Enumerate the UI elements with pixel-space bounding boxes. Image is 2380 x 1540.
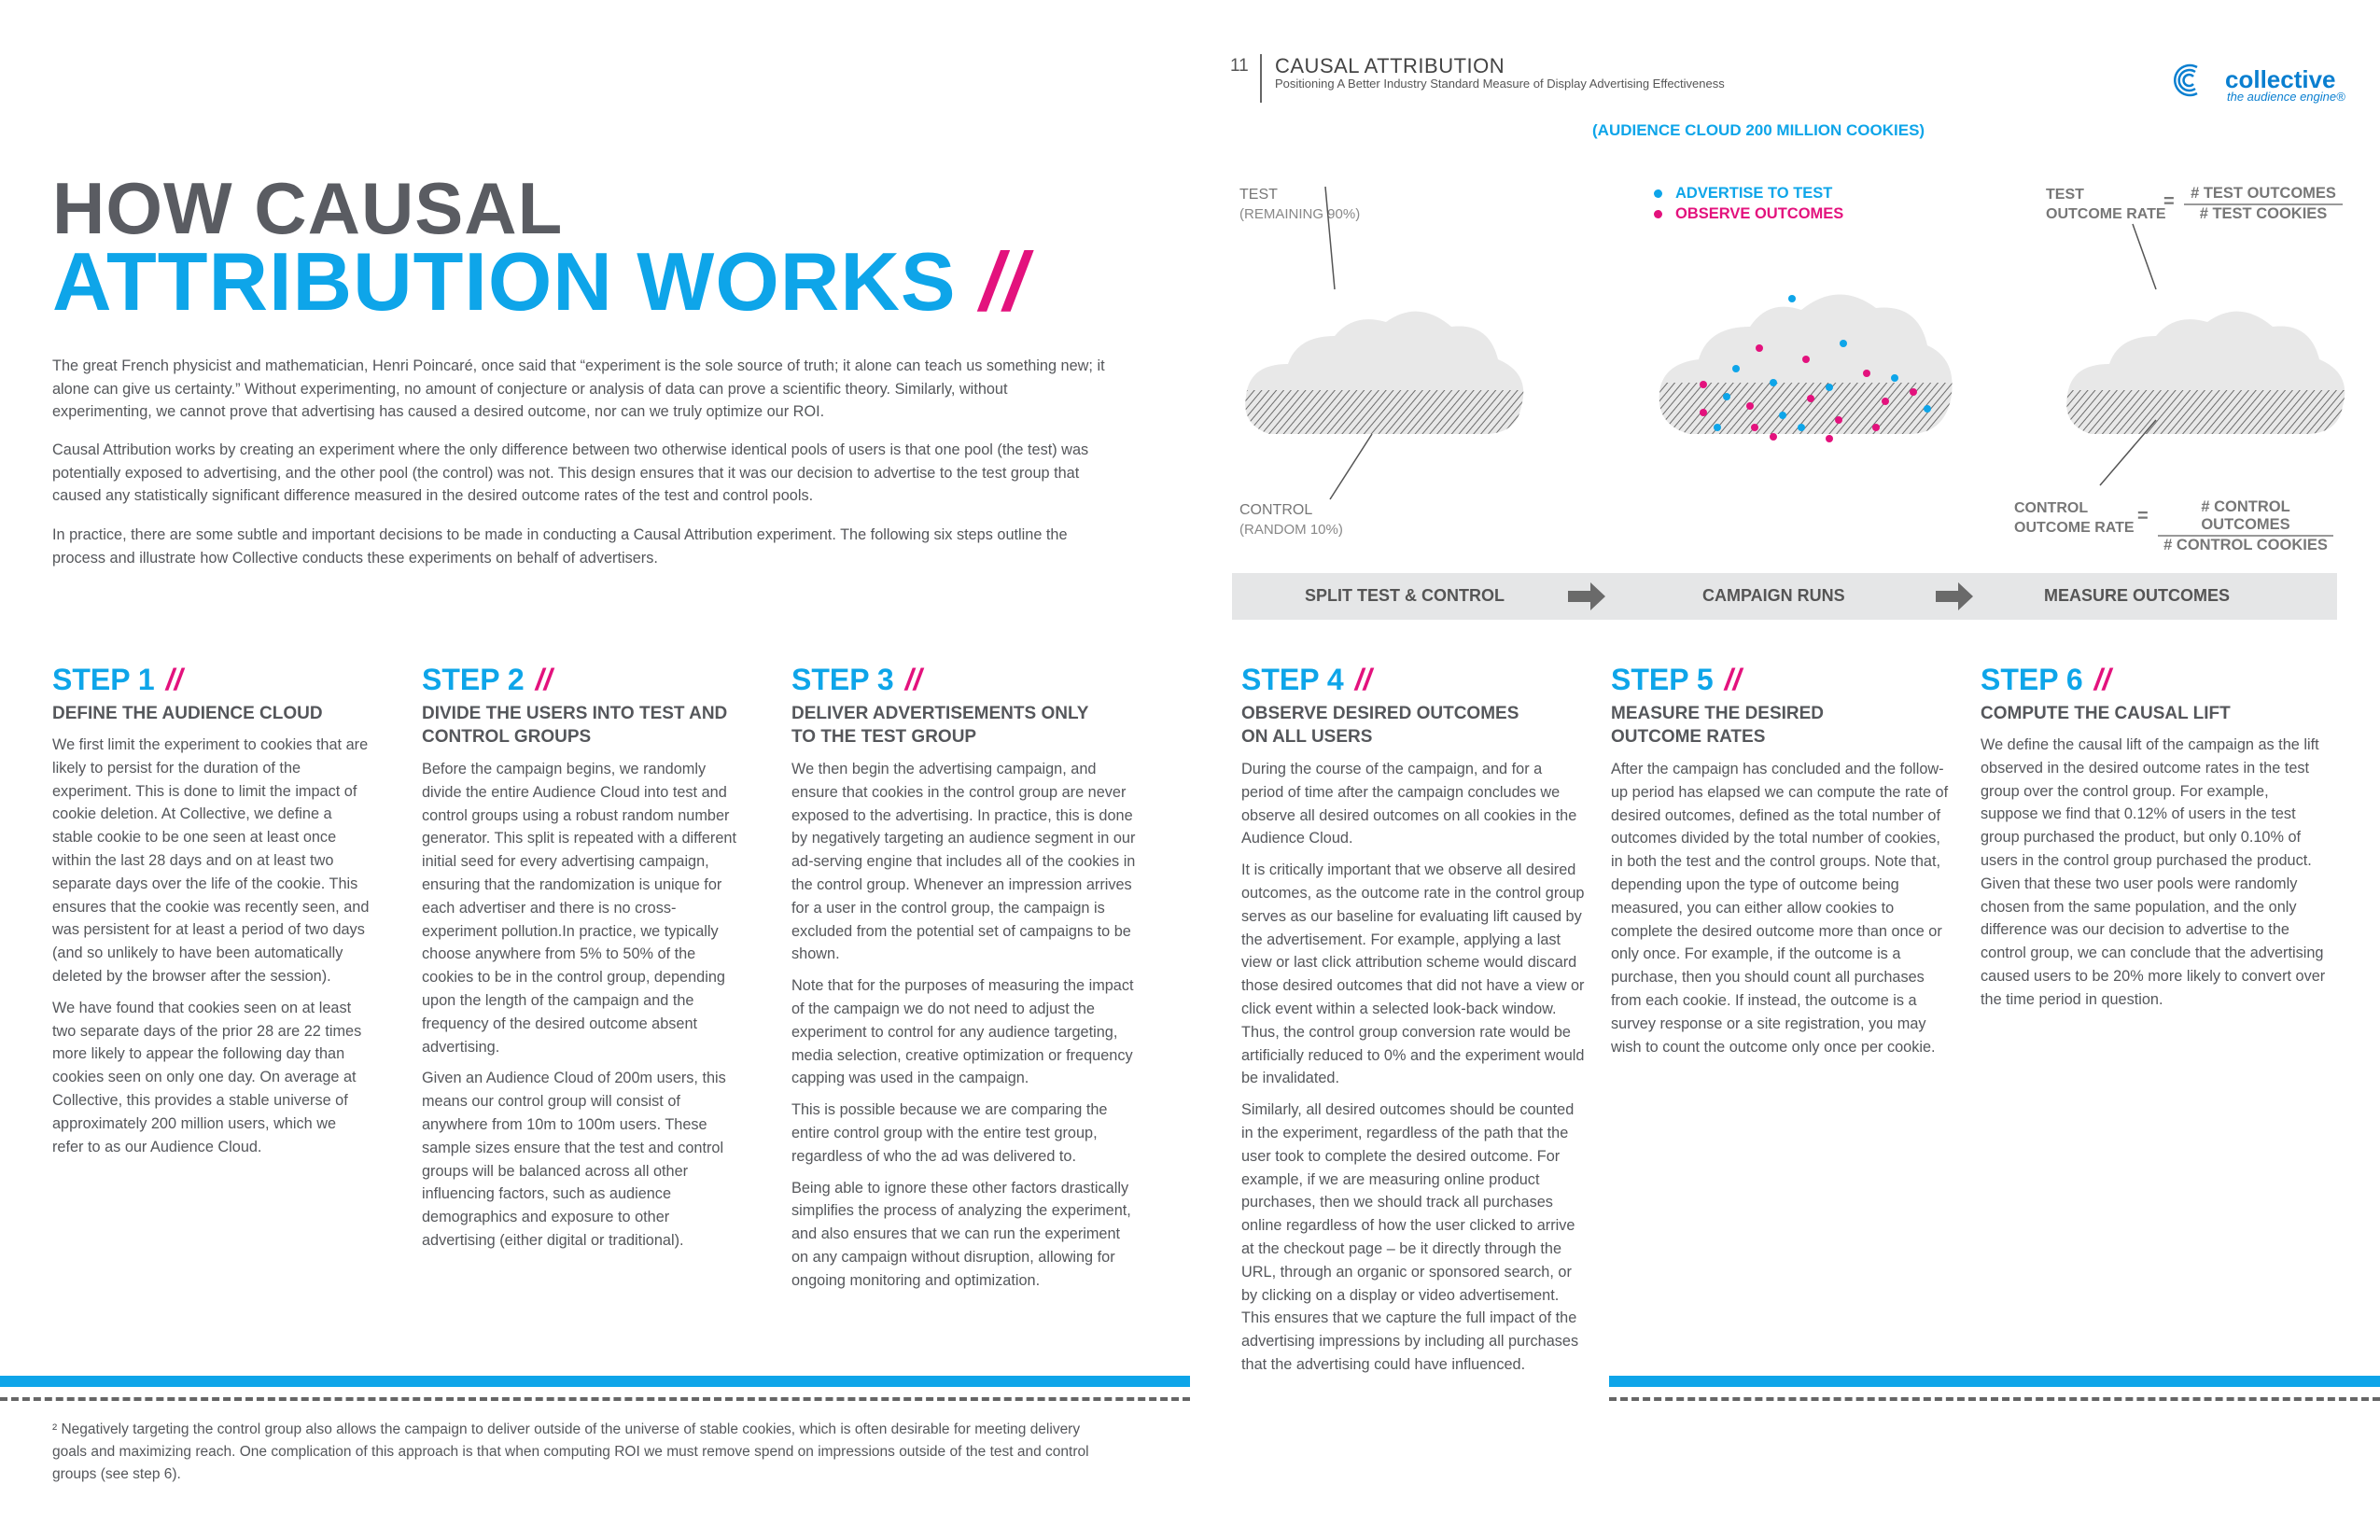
page-number: 11 [1230, 56, 1249, 76]
footnote: ² Negatively targeting the control group also allows the campaign to deliver outside of the universe of stable cookies, which is often desirable for meeting delivery goals and maximizing reach. One complication of this approach is that when computing ROI we must remove spend on impressions outside of the test and control groups (see step 6). [52, 1421, 1089, 1482]
intro-paragraph-3: In practice, there are some subtle and important decisions to be made in conducting a Causal Attribution experiment. The following six steps outline the process and illustrate how Collective conducts these experiments on behalf of advertisers. [52, 526, 1068, 567]
control-equals: = [2137, 506, 2149, 526]
step-3-body: We then begin the advertising campaign, and ensure that cookies in the control group are never exposed to the advertising. In practice, this is done by negatively targeting an audience segment in our ad-serving engine that includes all of the cookies in the control group. Whenever an impression arrives for a user in the control group, the campaign is excluded from the potential set of campaigns to be shown. Note that for the purposes of measuring the impact of the campaign we do not need to adjust the experiment to control for any audience targeting, media selection, creative optimization or frequency capping was used in the campaign. This is possible because we are comparing the entire control group with the entire test group, regardless of who the ad was delivered to. Being able to ignore these other factors drastically simplifies the process of analyzing the experiment, and also ensures that we can run the experiment on any campaign without disruption, allowing for ongoing monitoring and optimization. [791, 761, 1136, 1289]
cloud-split-icon [1232, 312, 1540, 446]
right-arrow-icon [1568, 581, 1607, 612]
control-leader-line [1330, 434, 1372, 499]
step-5-body: After the campaign has concluded and the follow-up period has elapsed we can compute the rate of desired outcomes, defined as the total number of outcomes divided by the total number of cookies, in both the test and the control groups. Note that, depending upon the type of outcome being measured, you can either allow cookies to complete the desired outcome more than once or only once. For example, if the outcome is a purchase, then you should count all purchases from each cookie. If instead, the outcome is a survey response or a site registration, you may wish to count the outcome only once per cookie. [1611, 761, 1949, 1056]
test-equals: = [2163, 191, 2175, 212]
step-5-subtitle: MEASURE THE DESIRED OUTCOME RATES [1611, 704, 1825, 747]
step-2-body: Before the campaign begins, we randomly divide the entire Audience Cloud into test and control groups using a robust random number generator. This split is repeated with a different initial seed for every advertising campaign, ensuring that the randomization is unique for each advertiser and there is no cross-experiment pollution.In practice, we typically choose anywhere from 5% to 50% of the cookies to be in the control group, depending upon the length of the campaign and the frequency of the desired outcome absent advertising. Given an Audience Cloud of 200m users, this means our control group will consist of anywhere from 10m to 100m users. These sample sizes ensure that the test and control groups will be balanced across all other influencing factors, such as audience demographics and exposure to other advertising (either digital or traditional). [422, 761, 736, 1249]
legend-observe: OBSERVE OUTCOMES [1654, 203, 1843, 224]
logo-tagline: the audience engine® [2227, 90, 2345, 104]
test-fraction: # TEST OUTCOMES # TEST COOKIES [2184, 185, 2343, 223]
test-leader-line [1325, 187, 1335, 289]
process-step-split: SPLIT TEST & CONTROL [1305, 586, 1505, 605]
step-3-subtitle: DELIVER ADVERTISEMENTS ONLY TO THE TEST GROUP [791, 704, 1089, 747]
step-6-heading: STEP 6 // [1981, 663, 2111, 696]
step-4-subtitle: OBSERVE DESIRED OUTCOMES ON ALL USERS [1241, 704, 1519, 747]
control-label: CONTROL (RANDOM 10%) [1239, 502, 1343, 538]
audience-cloud-label: (AUDIENCE CLOUD 200 MILLION COOKIES) [1592, 121, 1925, 139]
step-1-body: We first limit the experiment to cookies that are likely to persist for the duration of the experiment. This is done to limit the impact of cookie deletion. At Collective, we define a stable cookie to be one seen at least once within the last 28 days and on at least two separate days over the life of the cookie. This ensures that the cookie was recently seen, and was persistent for at least a period of two days (and so unlikely to have been automatically deleted by the browser after the session). We have found that cookies seen on at least two separate days of the prior 28 are 22 times more likely to appear the following day than cookies seen on only one day. On average at Collective, this provides a stable universe of approximately 200 million users, which we refer to as our Audience Cloud. [52, 736, 370, 1155]
test-label: TEST (REMAINING 90%) [1239, 187, 1361, 222]
cloud-measure-icon [2053, 312, 2352, 446]
right-blue-rule [1609, 1376, 2380, 1387]
right-dashed-rule [1609, 1397, 2380, 1401]
header-subtitle: Positioning A Better Industry Standard Measure of Display Advertising Effectiveness [1275, 77, 1725, 91]
page-title-text: ATTRIBUTION WORKS [52, 235, 957, 328]
page-title-line2 [52, 235, 1028, 328]
step-6-body: We define the causal lift of the campaign as the lift observed in the desired outcome rates in the test group over the control group. For example, suppose we find that 0.12% of users in the test group purchased the product, but only 0.10% of users in the control group purchased the product. Given that these two user pools were randomly chosen from the same population, and the only difference was our decision to advertise to the control group, we can conclude that the advertising caused users to be 20% more likely to convert over the time period in question. [1981, 736, 2326, 1008]
step-1-subtitle: DEFINE THE AUDIENCE CLOUD [52, 704, 323, 723]
legend-advertise: ADVERTISE TO TEST [1654, 183, 1843, 203]
step-6-subtitle: COMPUTE THE CAUSAL LIFT [1981, 704, 2231, 723]
page-title-line1: HOW CAUSAL [52, 167, 564, 249]
intro-paragraph-1: The great French physicist and mathematician, Henri Poincaré, once said that “experiment is the sole source of truth; it alone can teach us something new; it alone can give us certainty.” Without experimenting, no amount of conjecture or analysis of data can prove a scientific theory. Similarly, without experimenting, we cannot prove that advertising has caused a desired outcome, nor can we truly optimize our ROI. [52, 357, 1105, 420]
step-4-heading: STEP 4 // [1241, 663, 1372, 696]
header-divider [1260, 54, 1262, 103]
left-blue-rule [0, 1376, 1190, 1387]
cloud-campaign-icon [1643, 294, 1960, 442]
title-slash-mark: // [980, 235, 1028, 328]
left-dashed-rule [0, 1397, 1190, 1401]
process-step-campaign: CAMPAIGN RUNS [1702, 586, 1845, 605]
control-fraction: # CONTROL OUTCOMES # CONTROL COOKIES [2158, 498, 2333, 554]
step-5-heading: STEP 5 // [1611, 663, 1742, 696]
step-4-body: During the course of the campaign, and for a period of time after the campaign concludes we observe all desired outcomes on all cookies in the Audience Cloud. It is critically important that we observe all desired outcomes, as the outcome rate in the control group serves as our baseline for evaluating lift caused by the advertisement. For example, applying a last view or last click attribution scheme would discard those desired outcomes that did not have a view or click event within a selected look-back window. Thus, the control group conversion rate would be artificially reduced to 0% and the experiment would be invalidated. Similarly, all desired outcomes should be counted in the experiment, regardless of the path that the user took to complete the desired outcome. For example, if we are measuring online product purchases, then we should track all purchases online regardless of how the user clicked to arrive at the checkout page – be it directly through the URL, through an organic or sponsored search, or by clicking on a display or video advertisement. This ensures that we capture the full impact of the advertising impressions by including all purchases that the advertising could have influenced. [1241, 761, 1585, 1373]
test-rate-label: TEST OUTCOME RATE [2046, 187, 2166, 222]
test-rate-leader-line [2133, 224, 2156, 289]
step-2-subtitle: DIVIDE THE USERS INTO TEST AND CONTROL GROUPS [422, 704, 728, 747]
header-title: CAUSAL ATTRIBUTION [1275, 54, 1505, 77]
collective-logo-icon [2163, 60, 2223, 101]
cloud-diagram [1232, 168, 2352, 541]
step-3-heading: STEP 3 // [791, 663, 922, 696]
control-rate-label: CONTROL OUTCOME RATE [2014, 500, 2135, 536]
intro-paragraph-2: Causal Attribution works by creating an experiment where the only difference between two otherwise identical pools of users is that one pool (the test) was potentially exposed to advertising, and the other pool (the control) was not. This design ensures that it was our decision to advertise to the test group that caused any statistically significant difference measured in the desired outcome rates of the test and control pools. [52, 441, 1089, 504]
process-step-measure: MEASURE OUTCOMES [2044, 586, 2231, 605]
step-1-heading: STEP 1 // [52, 663, 183, 696]
right-arrow-icon [1936, 581, 1975, 612]
logo-text: collective [2225, 65, 2336, 93]
step-2-heading: STEP 2 // [422, 663, 553, 696]
